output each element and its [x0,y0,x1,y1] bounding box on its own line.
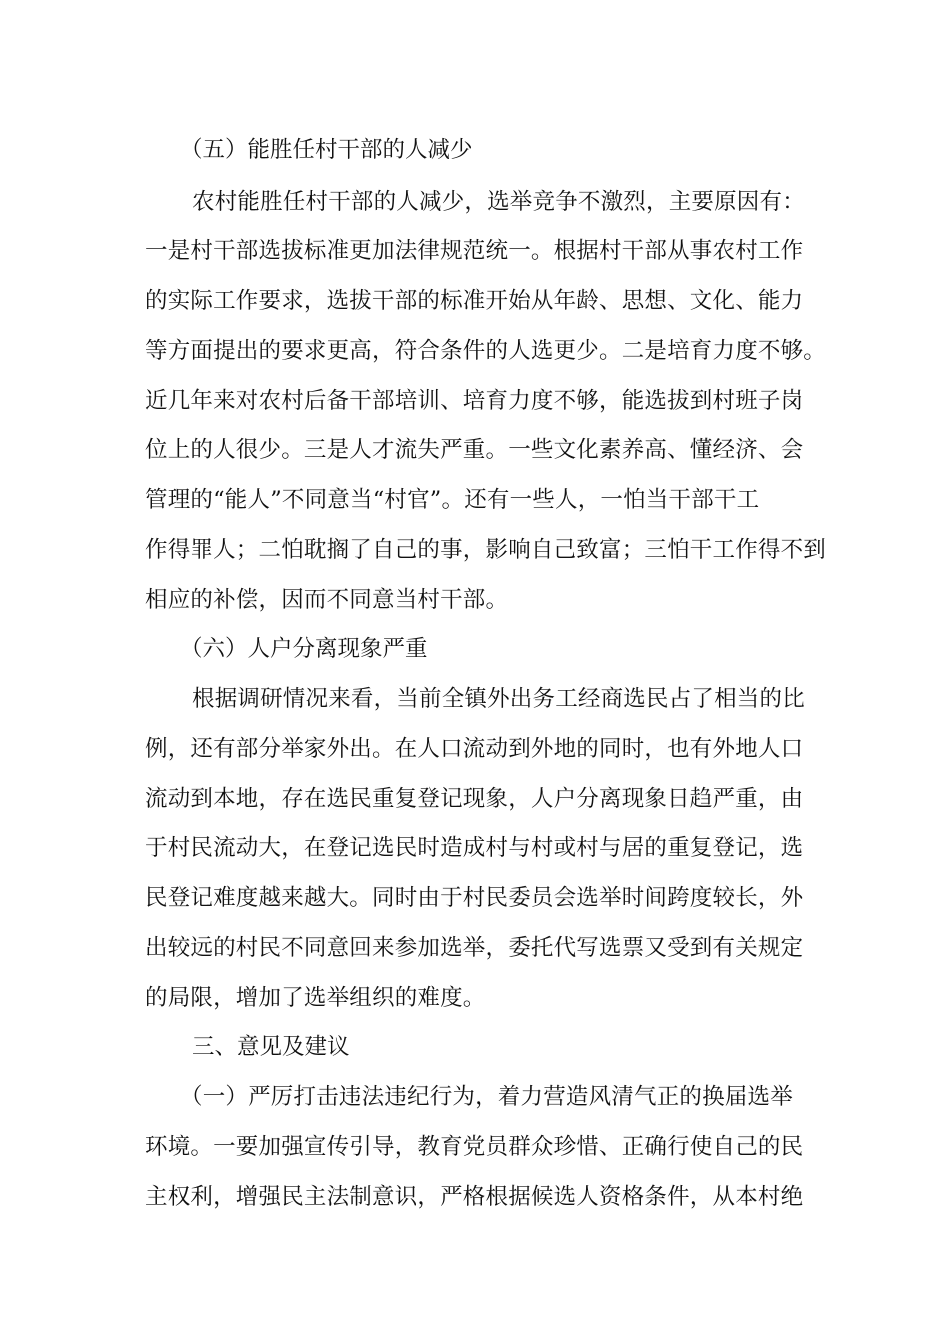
paragraph-line: 于村民流动大，在登记选民时造成村与村或村与居的重复登记，选 [145,835,804,861]
paragraph-line: 管理的“能人”不同意当“村官”。还有一些人，一怕当干部干工 [145,487,760,513]
paragraph-line: 作得罪人；二怕耽搁了自己的事，影响自己致富；三怕干工作得不到 [145,537,827,563]
paragraph-line: 民登记难度越来越大。同时由于村民委员会选举时间跨度较长，外 [145,885,804,911]
paragraph-line: 等方面提出的要求更高，符合条件的人选更少。二是培育力度不够。 [145,338,827,364]
section-heading-6: （六）人户分离现象严重 [180,636,428,662]
paragraph-line: 环境。一要加强宣传引导，教育党员群众珍惜、正确行使自己的民 [145,1134,804,1160]
paragraph-line: 位上的人很少。三是人才流失严重。一些文化素养高、懂经济、会 [145,437,804,463]
paragraph-line: （一）严厉打击违法违纪行为，着力营造风清气正的换届选举 [180,1084,793,1110]
paragraph-line: 出较远的村民不同意回来参加选举，委托代写选票又受到有关规定 [145,935,804,961]
paragraph-line: 的局限，增加了选举组织的难度。 [145,985,486,1011]
paragraph-line: 近几年来对农村后备干部培训、培育力度不够，能选拔到村班子岗 [145,388,804,414]
paragraph-line: 一是村干部选拔标准更加法律规范统一。根据村干部从事农村工作 [145,238,804,264]
paragraph-line: 根据调研情况来看，当前全镇外出务工经商选民占了相当的比 [192,686,805,712]
paragraph-line: 主权利，增强民主法制意识，严格根据候选人资格条件，从本村绝 [145,1184,804,1210]
paragraph-line: 例，还有部分举家外出。在人口流动到外地的同时，也有外地人口 [145,736,804,762]
section-heading-5: （五）能胜任村干部的人减少 [180,137,473,163]
section-heading-3: 三、意见及建议 [192,1034,350,1060]
paragraph-line: 相应的补偿，因而不同意当村干部。 [145,587,509,613]
paragraph-line: 流动到本地，存在选民重复登记现象，人户分离现象日趋严重，由 [145,786,804,812]
paragraph-line: 农村能胜任村干部的人减少，选举竞争不激烈，主要原因有： [192,189,805,215]
paragraph-line: 的实际工作要求，选拔干部的标准开始从年龄、思想、文化、能力 [145,288,804,314]
